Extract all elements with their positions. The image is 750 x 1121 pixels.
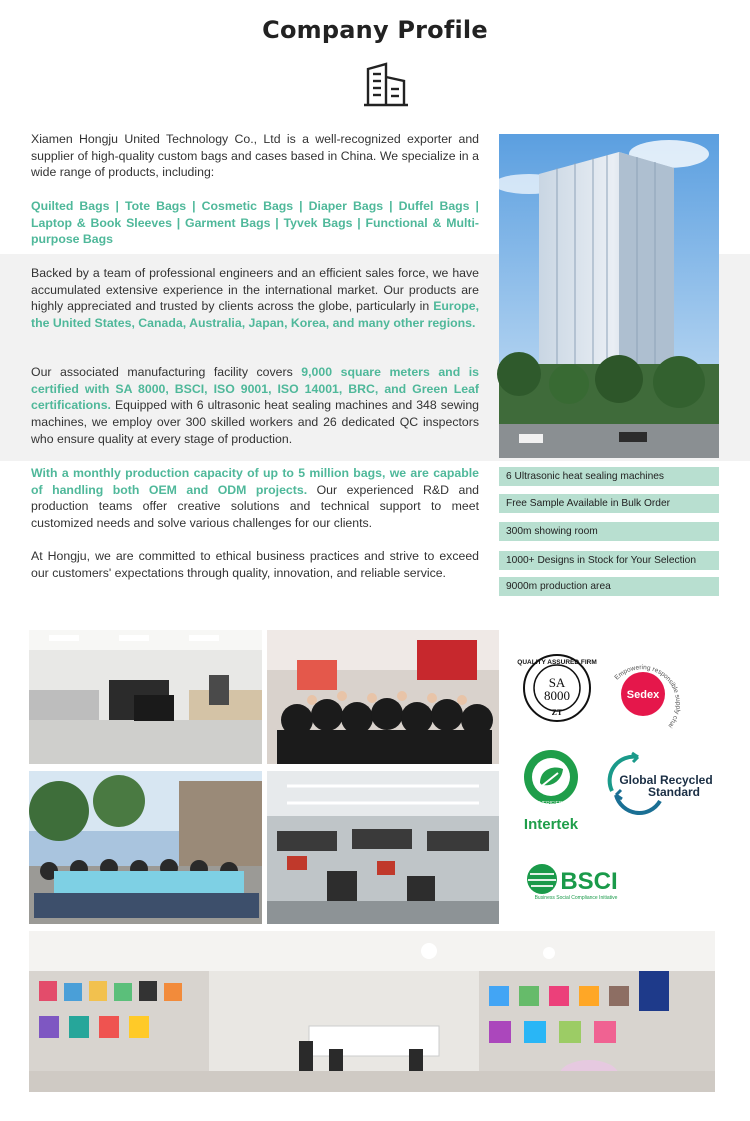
intro-paragraph: Xiamen Hongju United Technology Co., Ltd is a well-recognized exporter and supplier of high-quality custom bags and cases based in China. We specialize in a wide range of products, including: <box>31 132 479 180</box>
feature-tag: 9000m production area <box>499 577 719 596</box>
capacity-highlight: With a monthly production capacity of up to 5 million bags, we are capable of handling both OEM and ODM projects. <box>31 466 479 497</box>
facility-paragraph <box>31 364 479 448</box>
feature-tag: 6 Ultrasonic heat sealing machines <box>499 467 719 486</box>
experience-text: Backed by a team of professional engineers and an efficient sales force, we have accumulated extensive experience in the international market. Our products are highly appreciated and trusted by clients across the globe, particularly in <box>31 266 479 314</box>
facility-text: Our associated manufacturing facility covers <box>31 365 302 379</box>
office-building-photo <box>499 134 719 458</box>
intertek-badge-text: VERIFIED <box>539 801 563 807</box>
sa8000-logo <box>517 653 597 723</box>
bsci-logo <box>524 861 628 901</box>
product-list: Quilted Bags | Tote Bags | Cosmetic Bags | Diaper Bags | Duffel Bags | Laptop & Book Sleeves | Garment Bags | Tyvek Bags | Functional & Multi-purpose Bags <box>31 199 479 247</box>
regions-highlight: Europe, the United States, Canada, Australia, Japan, Korea, and many other regions. <box>31 299 479 331</box>
intertek-text: Intertek <box>523 816 579 833</box>
grs-text-line2: Standard <box>647 785 701 799</box>
team-photo <box>267 630 499 764</box>
rnd-text: Our experienced R&D and production teams offer creative solutions and technical support to meet customized needs and solve various challenges for our clients. <box>31 482 479 531</box>
sedex-ring-text: Empowering responsible supply chai <box>613 664 682 729</box>
global-recycled-standard-logo <box>600 751 718 807</box>
sa8000-zt: ZT <box>551 708 563 717</box>
office-photo <box>29 630 262 764</box>
feature-tag: 300m showing room <box>499 522 719 541</box>
page-title: Company Profile <box>262 16 488 44</box>
group-outing-photo <box>29 771 262 924</box>
certifications-highlight: 9,000 square meters and is certified with SA 8000, BSCI, ISO 9001, ISO 14001, BRC, and Green Leaf certifications. <box>31 365 479 413</box>
showroom-panorama-photo <box>29 931 715 1092</box>
capacity-paragraph <box>31 465 479 532</box>
intertek-logo <box>520 749 584 835</box>
sa8000-ring-text: QUALITY ASSURED FIRM <box>517 659 597 666</box>
building-icon <box>362 61 410 109</box>
experience-paragraph <box>31 265 479 332</box>
feature-tag: Free Sample Available in Bulk Order <box>499 494 719 513</box>
bsci-subtitle: Business Social Compliance Initiative <box>534 895 618 901</box>
factory-floor-photo <box>267 771 499 924</box>
sa8000-text: SA <box>548 675 566 690</box>
sa8000-number: 8000 <box>544 688 570 703</box>
equipment-text: Equipped with 6 ultrasonic heat sealing machines and 348 sewing machines, we employ over 300 skilled workers and 26 dedicated QC inspectors who ensure quality at every stage of production. <box>31 398 479 446</box>
grs-text-line1: Global Recycled <box>619 773 713 787</box>
commitment-paragraph: At Hongju, we are committed to ethical business practices and strive to exceed our customers' expectations through quality, innovation, and reliable service. <box>31 549 479 580</box>
sedex-logo <box>607 652 693 734</box>
feature-tag: 1000+ Designs in Stock for Your Selection <box>499 551 719 570</box>
sedex-text: Sedex <box>626 689 660 701</box>
bsci-text: BSCI <box>560 868 618 895</box>
